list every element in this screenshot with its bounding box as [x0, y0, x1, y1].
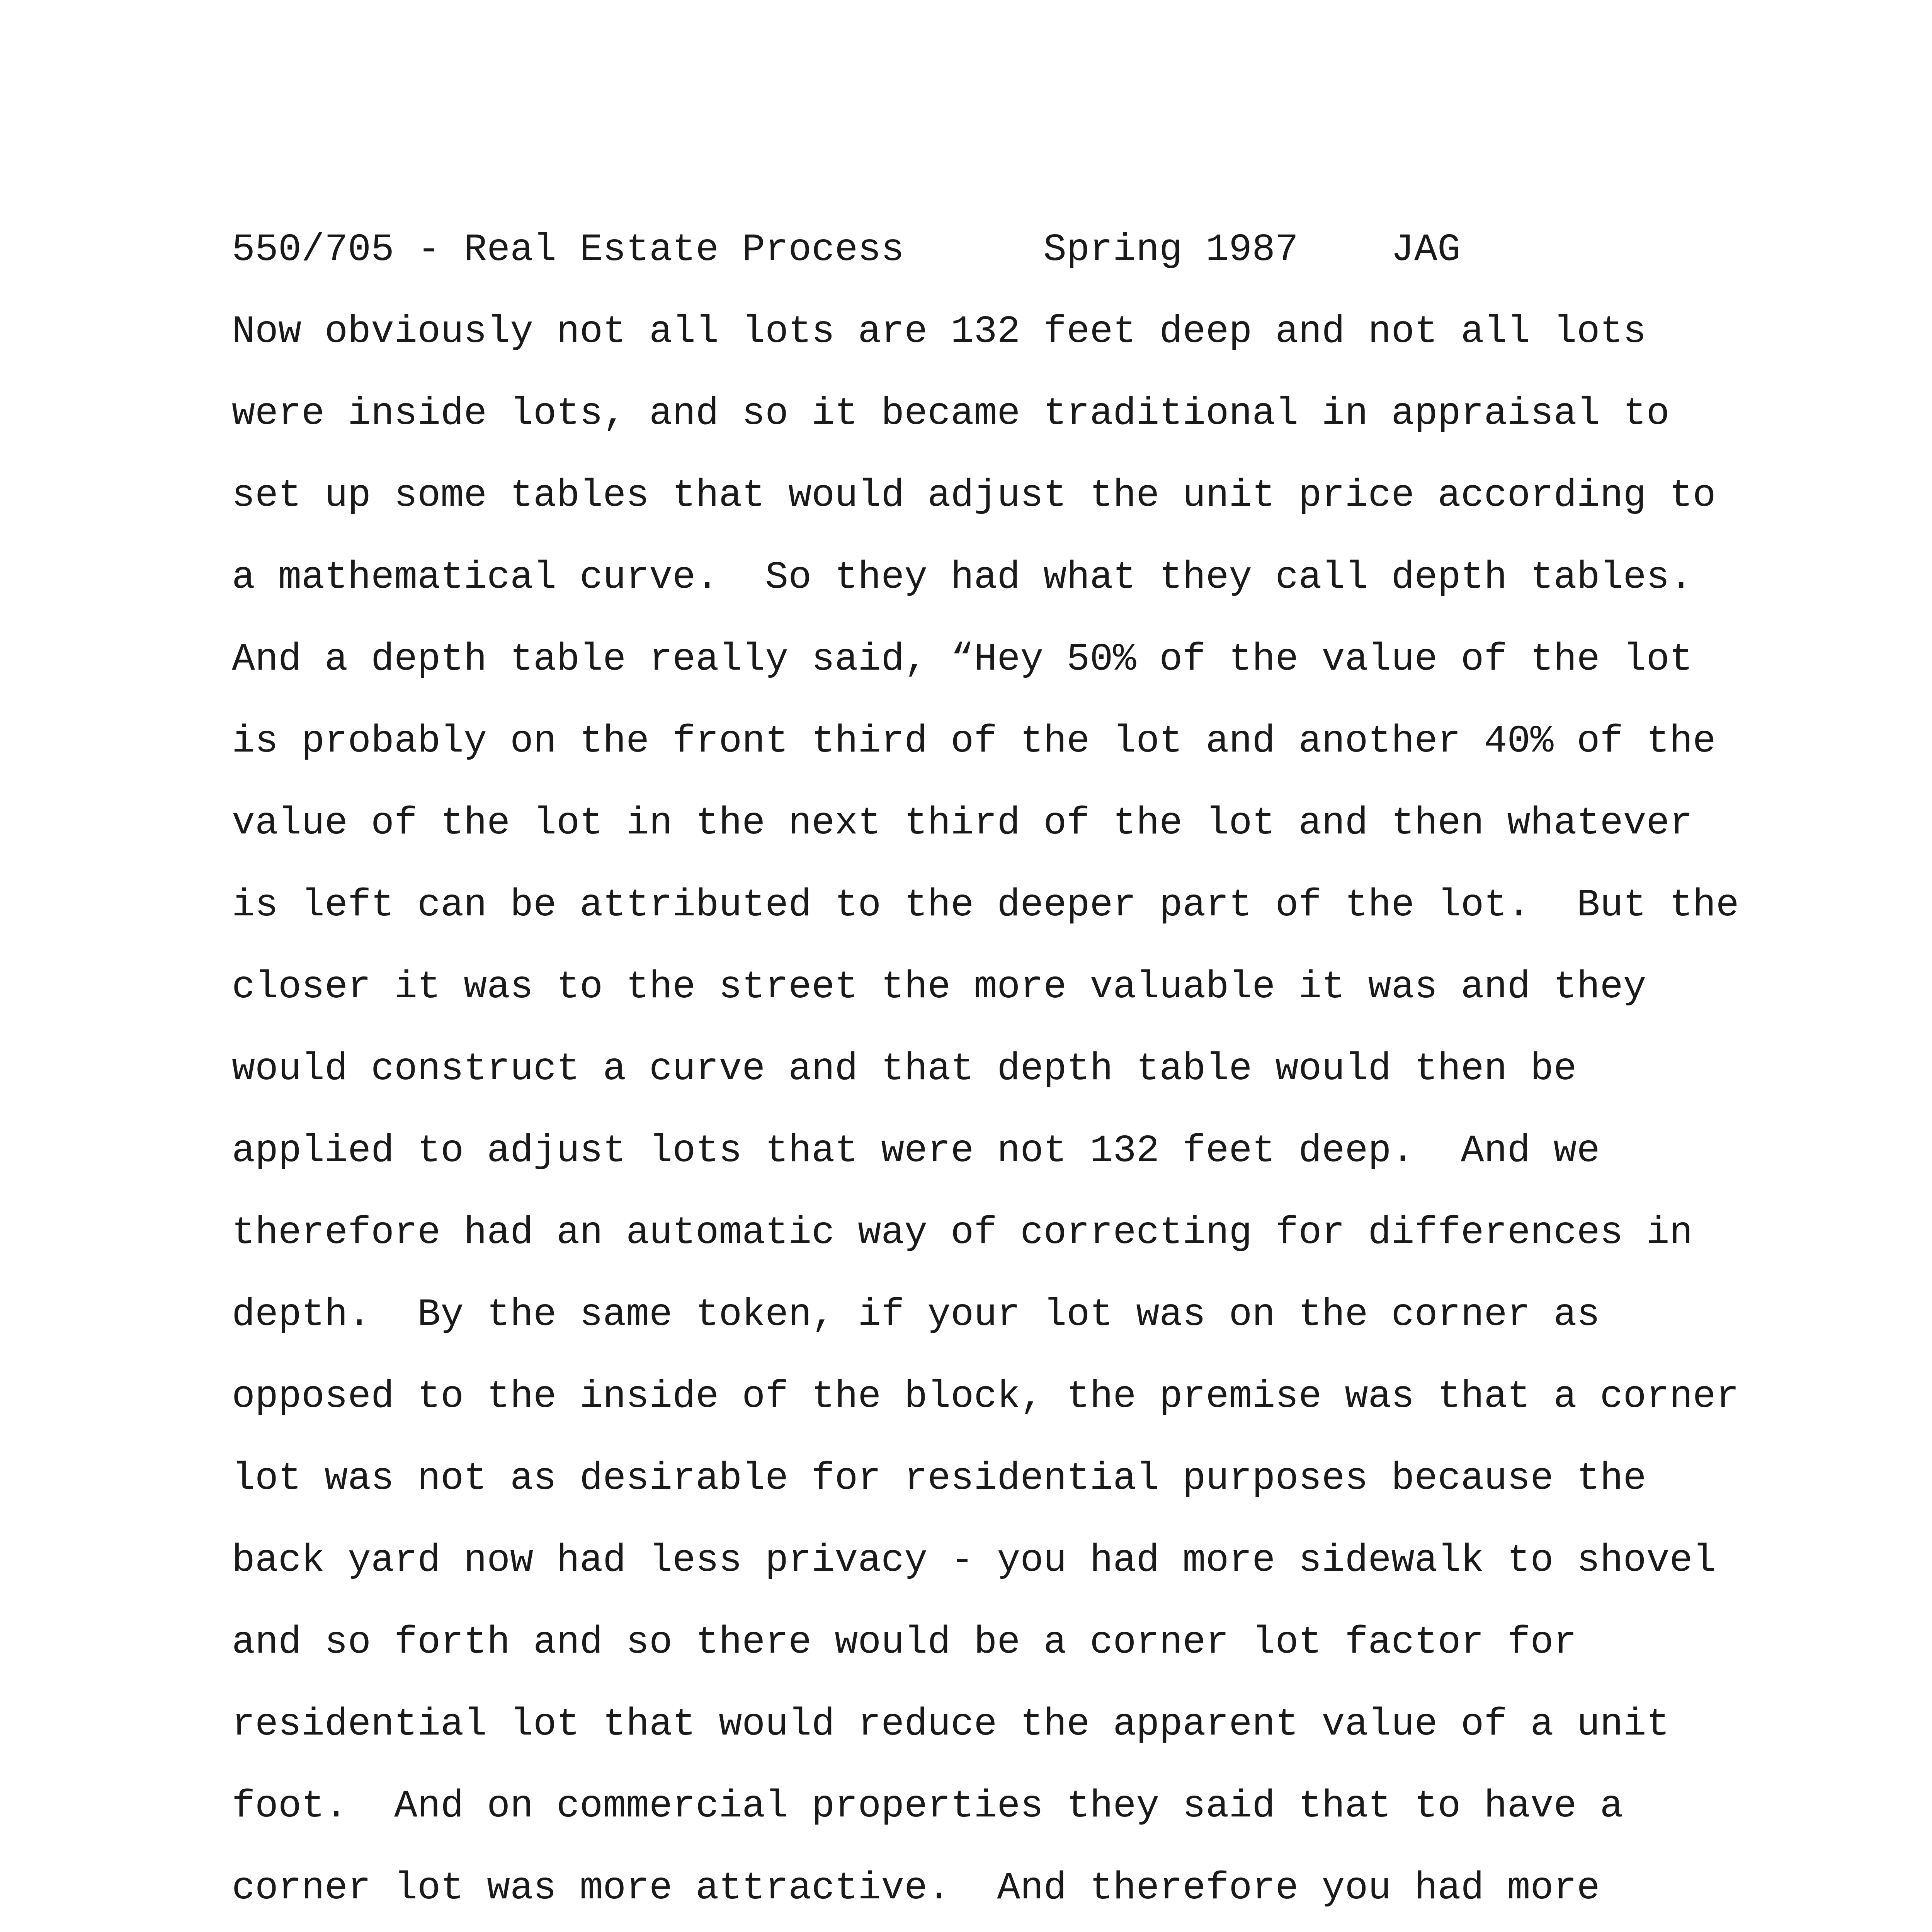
- text-line: and so forth and so there would be a corner lot factor for: [232, 1621, 1577, 1665]
- text-line: lot was not as desirable for residential purposes because the: [232, 1457, 1646, 1501]
- page-header: [232, 227, 1461, 274]
- text-line: a mathematical curve. So they had what they call depth tables.: [232, 556, 1693, 600]
- text-line: And a depth table really said, “Hey 50% of the value of the lot: [232, 638, 1693, 682]
- text-line: applied to adjust lots that were not 132 feet deep. And we: [232, 1129, 1600, 1173]
- transcript-body: [232, 309, 1816, 1932]
- text-line: opposed to the inside of the block, the premise was that a corner: [232, 1375, 1739, 1419]
- text-line: corner lot was more attractive. And therefore you had more: [232, 1867, 1600, 1910]
- text-line: Now obviously not all lots are 132 feet deep and not all lots: [232, 310, 1646, 354]
- text-line: closer it was to the street the more valuable it was and they: [232, 966, 1646, 1009]
- text-line: depth. By the same token, if your lot was on the corner as: [232, 1293, 1600, 1337]
- text-line: were inside lots, and so it became traditional in appraisal to: [232, 392, 1670, 436]
- text-line: foot. And on commercial properties they said that to have a: [232, 1785, 1623, 1828]
- text-line: is probably on the front third of the lot and another 40% of the: [232, 720, 1716, 764]
- author-initials: JAG: [1391, 228, 1461, 272]
- text-line: value of the lot in the next third of the lot and then whatever: [232, 802, 1693, 845]
- text-line: is left can be attributed to the deeper part of the lot. But the: [232, 884, 1739, 927]
- text-line: back yard now had less privacy - you had more sidewalk to shovel: [232, 1539, 1716, 1583]
- term-label: Spring 1987: [1043, 228, 1299, 272]
- text-line: would construct a curve and that depth table would then be: [232, 1048, 1577, 1091]
- text-line: set up some tables that would adjust the unit price according to: [232, 474, 1716, 518]
- course-title: 550/705 - Real Estate Process: [232, 228, 905, 272]
- text-line: residential lot that would reduce the apparent value of a unit: [232, 1703, 1670, 1747]
- text-line: therefore had an automatic way of correcting for differences in: [232, 1211, 1693, 1255]
